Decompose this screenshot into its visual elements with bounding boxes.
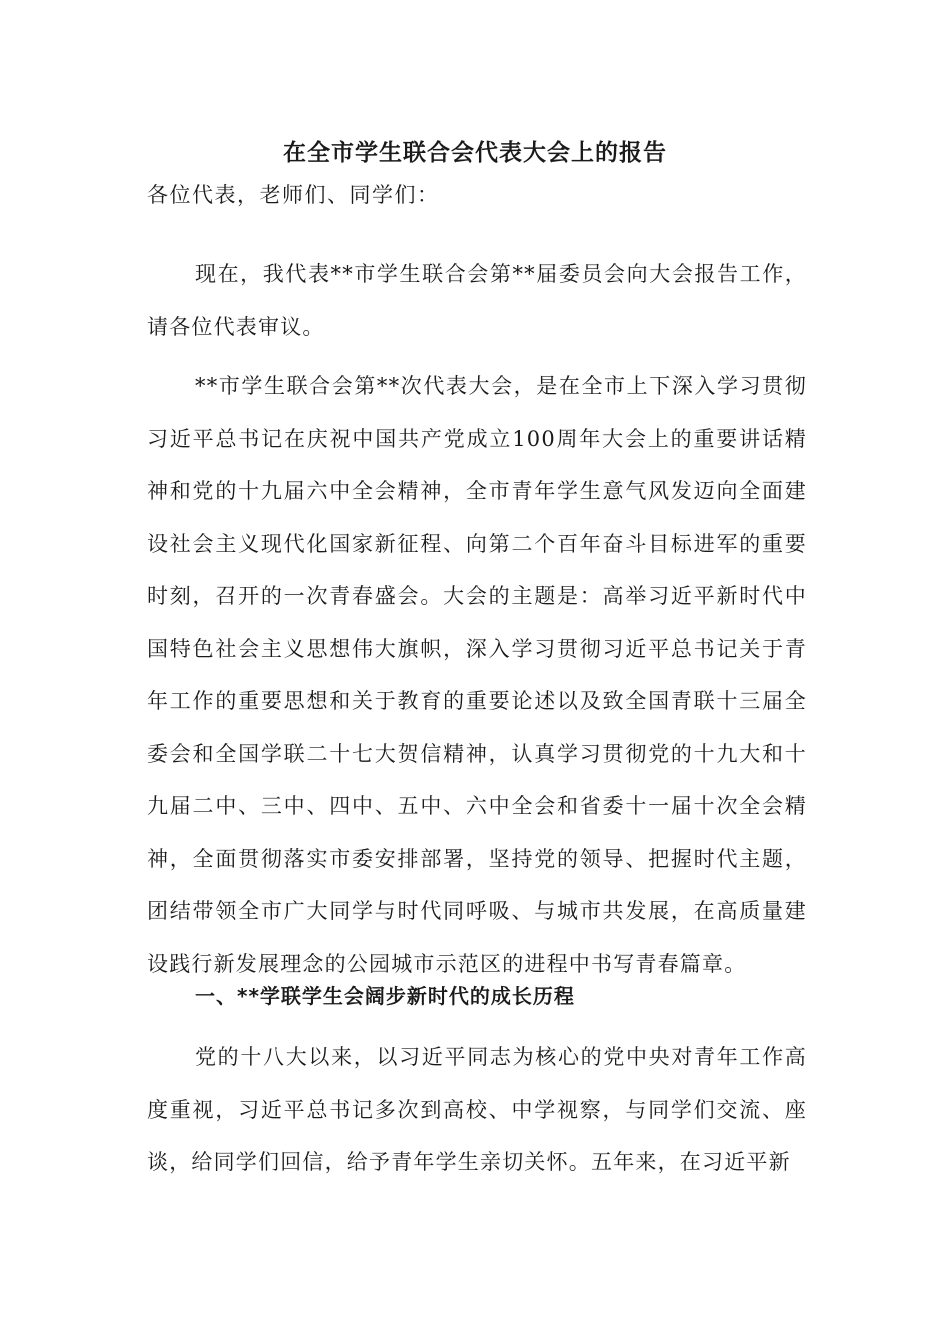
paragraph-congress-theme: **市学生联合会第**次代表大会，是在全市上下深入学习贯彻习近平总书记在庆祝中国共产党成立100周年大会上的重要讲话精神和党的十九届六中全会精神，全市青年学生意气风发迈向全面建设社会主义现代化国家新征程、向第二个百年奋斗目标进军的重要时刻，召开的一次青春盛会。大会的主题是：高举习近平新时代中国特色社会主义思想伟大旗帜，深入学习贯彻习近平总书记关于青年工作的重要思想和关于教育的重要论述以及致全国青联十三届全委会和全国学联二十七大贺信精神，认真学习贯彻党的十九大和十九届二中、三中、四中、五中、六中全会和省委十一届十次全会精神，全面贯彻落实市委安排部署，坚持党的领导、把握时代主题，团结带领全市广大同学与时代同呼吸、与城市共发展，在高质量建设践行新发展理念的公园城市示范区的进程中书写青春篇章。 [147,374,807,976]
section-heading-1: 一、**学联学生会阔步新时代的成长历程 [195,984,575,1008]
paragraph-intro: 现在，我代表**市学生联合会第**届委员会向大会报告工作，请各位代表审议。 [147,262,807,339]
paragraph-section-1: 党的十八大以来，以习近平同志为核心的党中央对青年工作高度重视，习近平总书记多次到高校、中学视察，与同学们交流、座谈，给同学们回信，给予青年学生亲切关怀。五年来，在习近平新 [147,1045,807,1174]
salutation: 各位代表，老师们、同学们： [147,183,440,207]
document-title: 在全市学生联合会代表大会上的报告 [283,140,667,166]
